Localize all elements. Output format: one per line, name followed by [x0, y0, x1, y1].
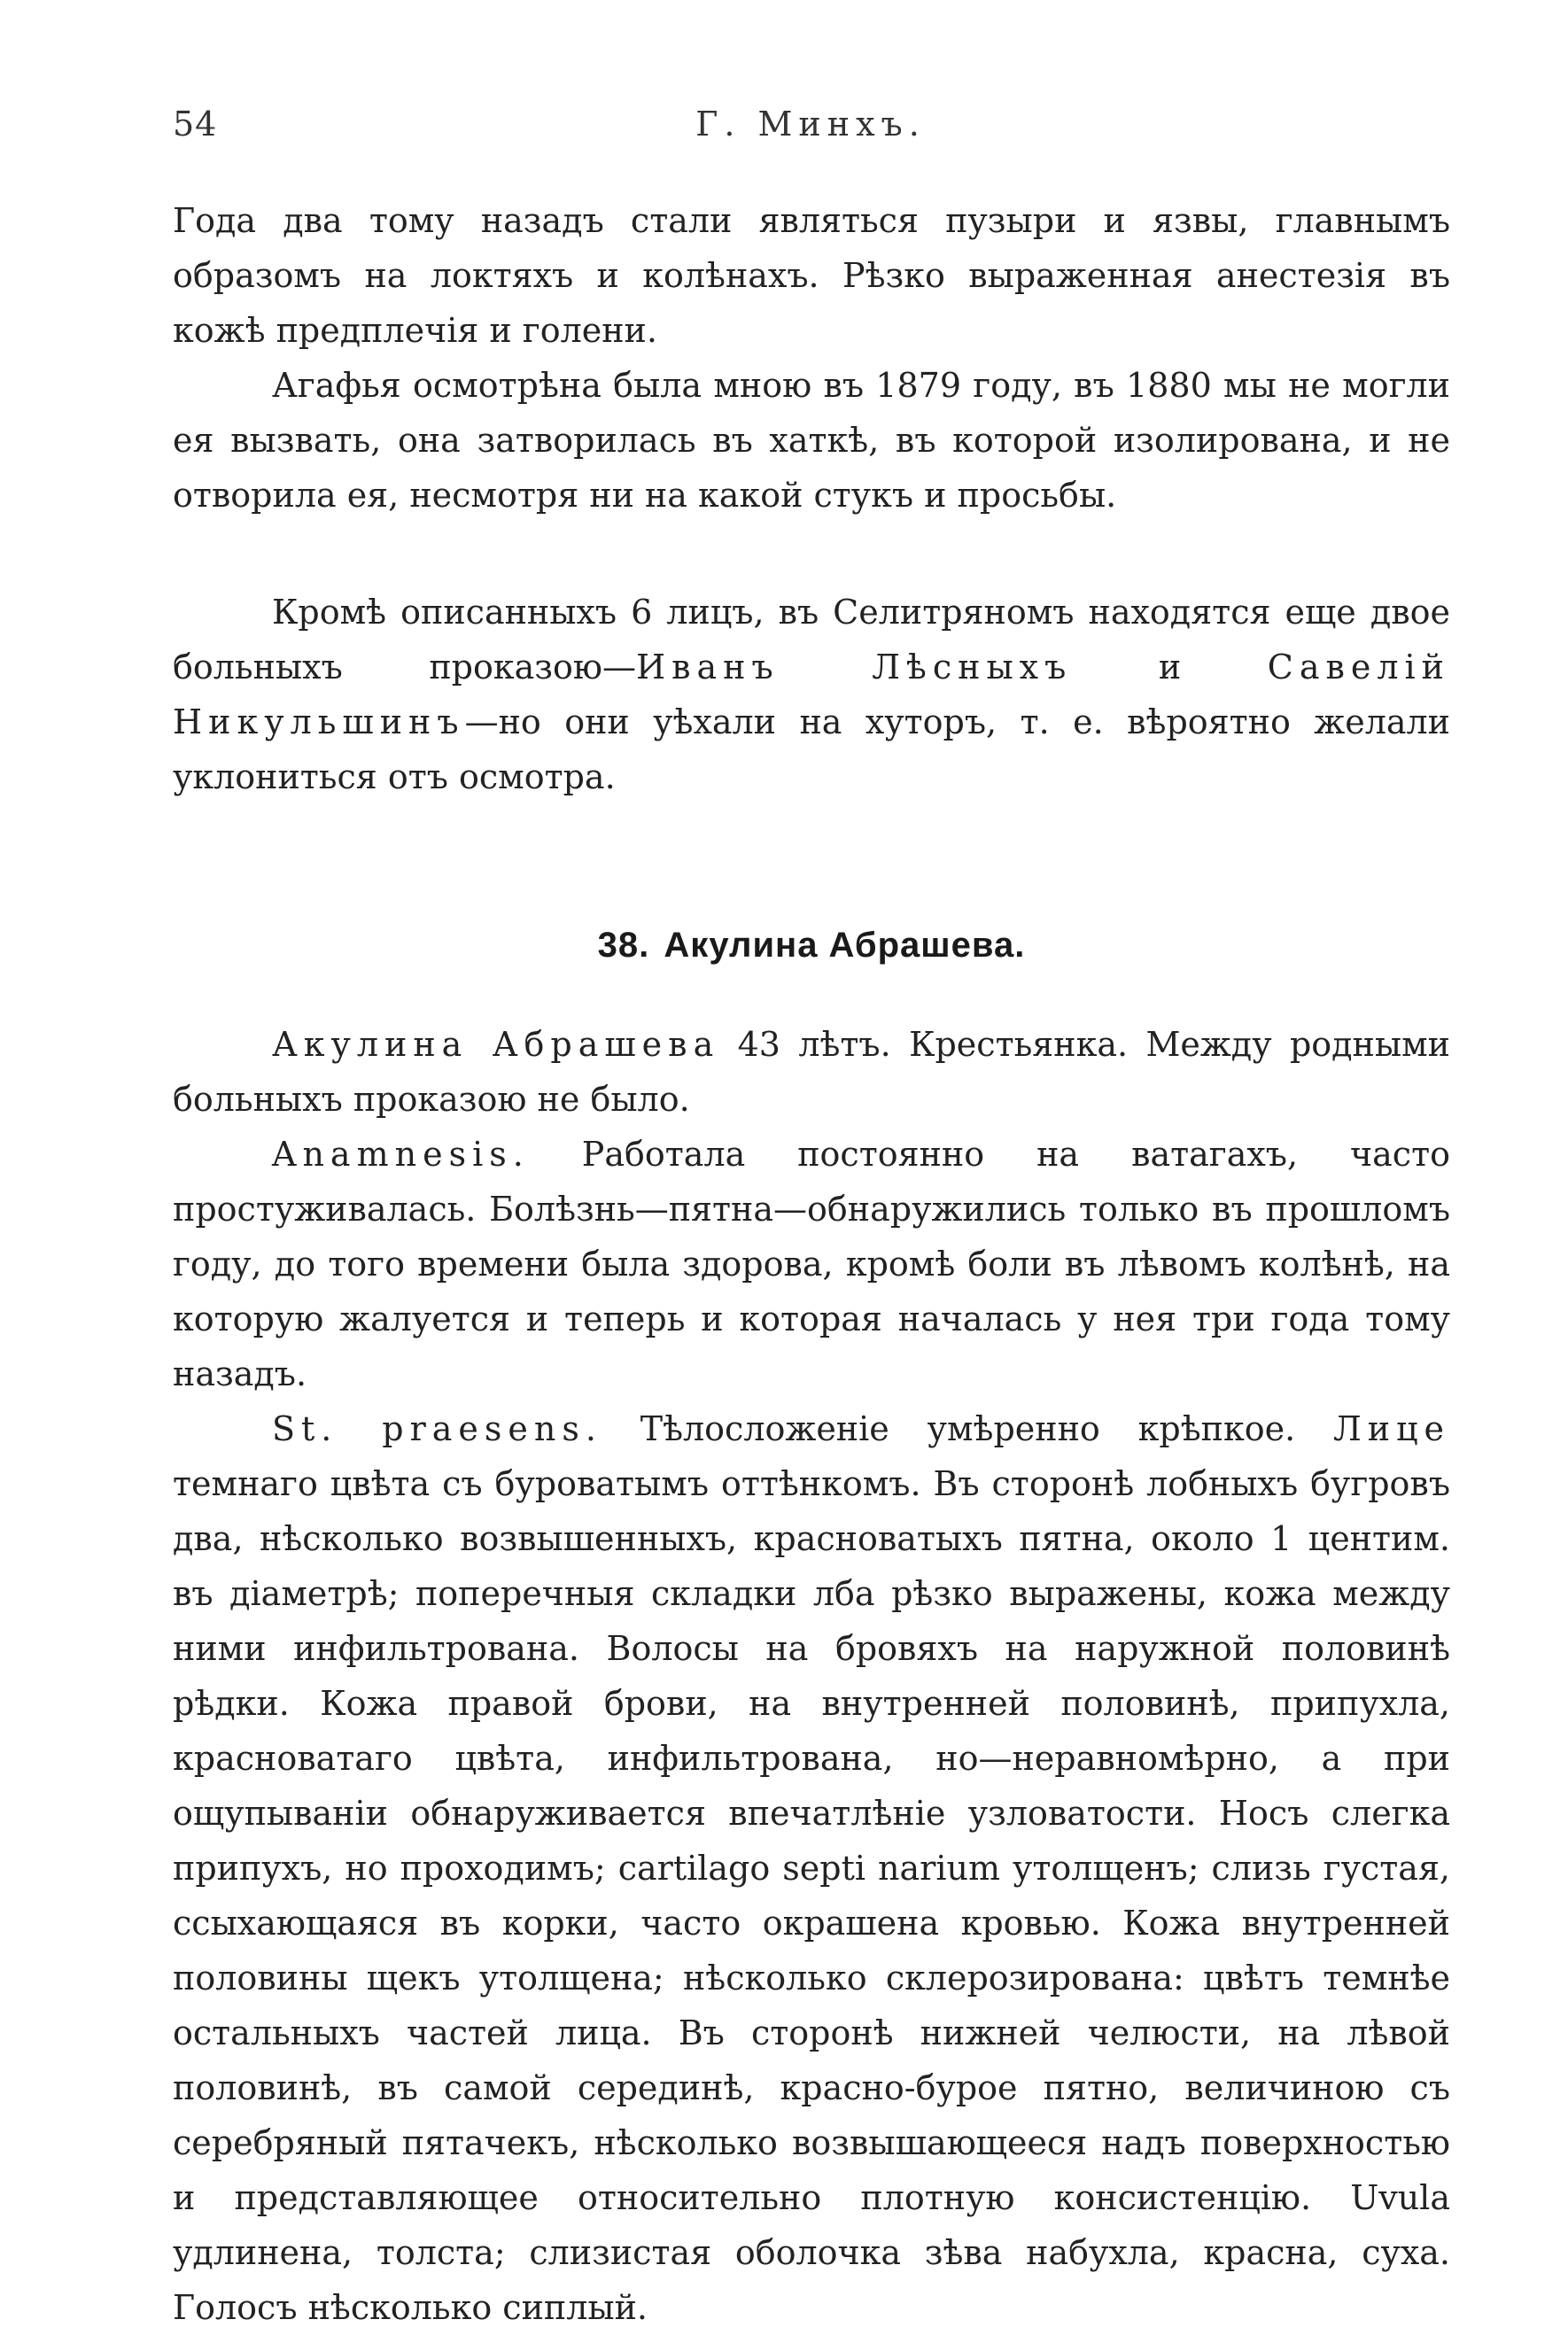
page-header: [173, 105, 1448, 158]
text-block-continuation: [173, 193, 1450, 523]
paragraph-anamnesis: [173, 1127, 1450, 1401]
text-block-other-patients: [173, 585, 1450, 804]
paragraph-text: и: [1072, 648, 1268, 687]
paragraph-text: Кромѣ описанныхъ 6 лицъ, въ Селитряномъ находятся еще двое больныхъ проказою—: [173, 593, 1450, 687]
paragraph-continued: Года два тому назадъ стали являться пузыри и язвы, главнымъ образомъ на локтяхъ и колѣнахъ. Рѣзко выраженная анестезія въ кожѣ предплечія и голени.: [173, 201, 1450, 350]
paragraph-status-praesens: [173, 1401, 1450, 2335]
paragraph-text: темнаго цвѣта съ буроватымъ оттѣнкомъ. Въ сторонѣ лобныхъ бугровъ два, нѣсколько возвышенныхъ, красноватыхъ пятна, около 1 центим. въ діаметрѣ; поперечныя складки лба рѣзко выражены, кожа между ними инфильтрована. Волосы на бровяхъ на наружной половинѣ рѣдки. Кожа правой брови, на внутренней половинѣ, припухла, красноватаго цвѣта, инфильтрована, но—неравномѣрно, а при ощупываніи обнаруживается впечатлѣніе узловатости. Носъ слегка припухъ, но проходимъ; cartilago septi narium утолщенъ; слизь густая, ссыхающаяся въ корки, часто окрашена кровью. Кожа внутренней половины щекъ утолщена; нѣсколько склерозирована: цвѣтъ темнѣе остальныхъ частей лица. Въ сторонѣ нижней челюсти, на лѣвой половинѣ, въ самой серединѣ, красно-бурое пятно, величиною съ серебряный пятачекъ, нѣсколько возвышающееся надъ поверхностью и представляющее относительно плотную консистенцію. Uvula удлинена, толста; слизистая оболочка зѣва набухла, красна, суха. Голосъ нѣсколько сиплый.: [173, 1464, 1450, 2327]
patient-name: Иванъ Лѣсныхъ: [635, 648, 1073, 687]
paragraph-text: —но они уѣхали на хуторъ, т. е. вѣроятно желали уклониться отъ осмотра.: [173, 702, 1450, 796]
paragraph-text: Работала постоянно на ватагахъ, часто простуживалась. Болѣзнь—пятна—обнаружились только въ прошломъ году, до того времени была здорова, кромѣ боли въ лѣвомъ колѣнѣ, на которую жалуется и теперь и которая началась у нея три года тому назадъ.: [173, 1135, 1450, 1393]
status-praesens-label: St. praesens.: [272, 1409, 602, 1448]
paragraph-text: Тѣлосложеніе умѣренно крѣпкое.: [602, 1409, 1334, 1448]
text-block-case-38: [173, 1017, 1450, 2335]
patient-name: Акулина Абрашева: [272, 1025, 720, 1064]
section-title: Акулина Абрашева.: [664, 926, 1026, 965]
spaced-word: Лице: [1333, 1409, 1451, 1448]
page-number: 54: [173, 105, 218, 144]
patient-name: Савелій Никульшинъ: [173, 648, 1450, 741]
section-heading: [173, 926, 1450, 966]
section-number: 38.: [597, 926, 650, 965]
paragraph-other-patients: [173, 585, 1450, 804]
running-head: Г. Минхъ.: [695, 105, 926, 144]
paragraph-agafya: Агафья осмотрѣна была мною въ 1879 году, въ 1880 мы не могли ея вызвать, она затворилась въ хаткѣ, въ которой изолирована, и не отворила ея, несмотря ни на какой стукъ и просьбы.: [173, 366, 1450, 515]
paragraph-intro: [173, 1017, 1450, 1127]
paragraph-text: 43 лѣтъ. Крестьянка. Между родными больныхъ проказою не было.: [173, 1025, 1451, 1119]
anamnesis-label: Anamnesis.: [272, 1135, 530, 1174]
